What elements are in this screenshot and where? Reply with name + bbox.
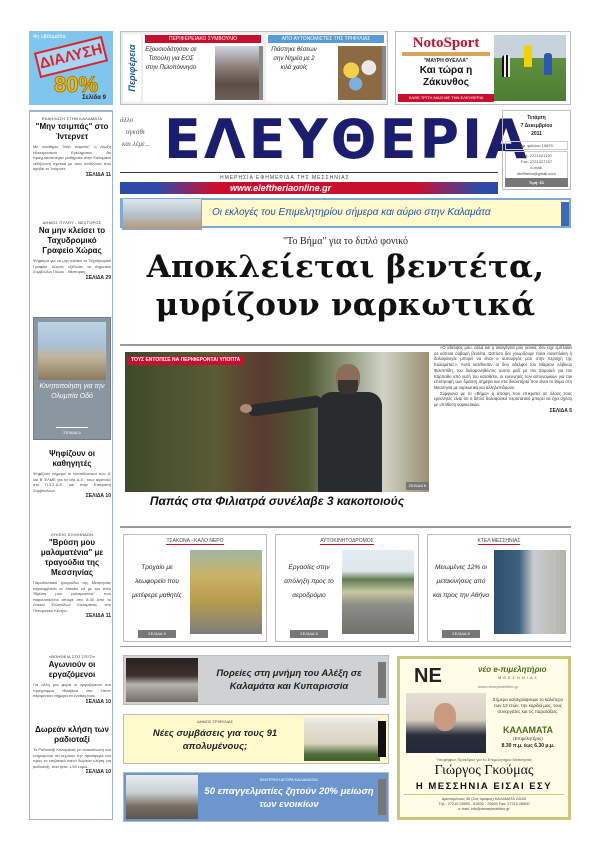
ad-city: ΚΑΛΑΜΑΤΑ — [502, 725, 554, 735]
left-column — [29, 110, 113, 820]
ad-stamp: ΔΙΑΛΥΣΗ — [34, 36, 108, 78]
contact-info: Τηλ. 2721021120 Fax: 2721027707 e-mail: eleftheria@gmail.com — [505, 151, 568, 179]
page-tab — [382, 46, 386, 100]
left-story[interactable]: Δωρεάν κλήση των ραδιοταξί Το Ραδιοταξί Καλαμάτας με ανακοίνωσή του ενημερώνει ότι ισχύουν την προσφορά του προς το επιβατικό κοινό δωρεάν κλήση για ραδιοταξί, που ήταν 1,50 ευρώ. ΣΕΛΙΔΑ 10 — [33, 725, 111, 775]
lead-story-text: «Ο αδελφός μου, αλλά και η οικογένειά μου γενικά, δεν είχε εμπλακεί σε κάποια σοβαρή βεντέτα. Ωστόσο δεν γνωρίζουμε ποιοι συνεπλάκη ή δολοφόνησε μπορεί να είναι ο αυτουργός μου στην περιοχή της Καλαμάτας». Αυτά κατέθεσαν οι δύο αδελφοί του Μάρκου Αλβίνου Φιλιππίδη, του δολοφονηθέντος αυτού μαζί με τον Σαμούελ για τον Κάρπαθο από αυτή του καταθέτει, οι ερευνητές των αστυνομικών για την επιστροφή των δράστη σήμερα και στα δικαστήρια που είναι το θύμα στη Μεσσηνία με ναρκωτικά και αλληλεπιδρούν. Σύμφωνα με το «Βήμα» η άποψη που επικρατεί σε όλους τους ερευνητές είναι ότι ο διπλό δολοφονικό περιστατικό μπορεί να έχει σχέση με υπόθεση ναρκωτικών. ΣΕΛΙΔΑ 5 — [434, 345, 572, 414]
promo-photo — [215, 46, 259, 100]
lead-photo[interactable] — [125, 352, 429, 492]
box-text: Μειωμένες 12% οι μετακινήσεις από και προς την Αθήνα — [432, 564, 490, 599]
left-story[interactable]: «ΒΟΗΘΕΙΑ ΣΤΟ ΣΠΙΤΙ» Αγωνιούν οι εργαζόμενοι Για άλλη μια φορά οι εργαζόμενοι στο πρόγραμμα «Βοήθεια στο Σπίτι» περιμένουν σήμερα τα ενοίκια τους. ΣΕΛΙΔΑ 10 — [33, 654, 111, 705]
masthead-slogan: άλλο αγκάθι και λέμε... — [120, 116, 151, 148]
box-page: ΣΕΛΙΔΑ 8 — [442, 630, 480, 638]
divider — [120, 172, 498, 173]
candidate-photo — [406, 693, 486, 753]
ad-blurb: Σήμερα καταγράφουμε το καλύτερο των 13 ετών, την καρδιά μας, τους συνεργάτες και τις παρατάξεις. — [492, 697, 564, 714]
box-page: ΣΕΛΙΔΑ 9 — [138, 630, 176, 638]
lead-photo-caption: Παπάς στα Φιλιατρά συνέλαβε 3 κακοποιούς — [149, 494, 405, 508]
left-story[interactable]: ΔΗΜΟΣ ΠΥΛΟΥ - ΝΕΣΤΟΡΟΣ Να μην κλείσει το Ταχυδρομικό Γραφείο Χώρας Ψήφισμα για να μην κλείσει το Ταχυδρομικό Γραφείο Χώρας εξέδωσε το Δημοτικό Συμβούλιο Πύλου - Νέστορος. ΣΕΛΙΔΑ 29 — [33, 220, 111, 281]
notosport-promo[interactable] — [395, 31, 571, 105]
promo-arrest[interactable] — [266, 34, 386, 102]
left-photo-story[interactable] — [33, 317, 111, 440]
bottom-story[interactable] — [123, 772, 389, 822]
candidate-role: Υποψήφιος Πρόεδρος για το Επιμελητήριο Μεσσηνίας — [436, 757, 532, 762]
page-tab — [378, 779, 386, 815]
box-header: ΑΥΤΟΚΙΝΗΤΟΔΡΟΜΟΣ — [320, 538, 374, 544]
elections-banner[interactable] — [120, 198, 571, 228]
march-photo — [126, 658, 198, 702]
ad-dialysi-sale[interactable] — [29, 31, 113, 105]
ad-time: 8.30 π.μ. έως 6.30 μ.μ. — [501, 743, 555, 749]
ad-sub: ΜΕΣΣΗΝΙΑΣ — [498, 675, 539, 680]
issue-number: Αρ. φύλλου 10879 — [505, 141, 568, 150]
promo-text: Εξουσιοδότησαν σε Τατούλη για ΕΟΣ στην Πελοπόννησο — [145, 47, 197, 71]
bus-station-photo — [494, 550, 566, 634]
region-promo-strip — [120, 31, 388, 105]
box-text: Τροχαίο με λεωφορείο που μετέφερε μαθητές — [132, 564, 182, 599]
divider — [120, 646, 571, 647]
notosport-footer: ΚΑΘΕ ΤΡΙΤΗ ΜΑΖΙ ΜΕ ΤΗΝ ΕΛΕΥΘΕΡΙΑ — [398, 94, 494, 102]
ad-venue: (Επιμελητήριο) — [513, 736, 543, 741]
promo-photo — [338, 46, 382, 100]
road-photo — [38, 322, 106, 380]
bottom-story[interactable] — [123, 655, 389, 705]
photo-page: ΣΕΛΙΔΑ 9 — [406, 482, 429, 490]
issue-price: Τιμή: €1 — [505, 178, 568, 187]
ad-website[interactable]: www.neoepimelitirio.gr — [478, 684, 519, 689]
box-header: ΤΣΑΚΩΝΑ - ΚΑΛΟ ΝΕΡΟ — [166, 538, 224, 544]
issue-info — [502, 110, 571, 190]
box-header: ΚΤΕΛ ΜΕΣΣΗΝΙΑΣ — [477, 538, 521, 544]
section-label: Περιφέρεια — [123, 34, 141, 102]
page-tab — [259, 46, 263, 100]
notosport-title: Και τώρα η Ζάκυνθος — [419, 65, 473, 88]
football-photo — [494, 35, 566, 101]
story-kicker: ΔΗΜΟΣ ΤΡΙΦΥΛΙΑΣ — [196, 719, 234, 724]
road-photo — [342, 550, 414, 634]
ad-page: Σελίδα 9 — [82, 95, 106, 101]
photo-label: ΤΟΥΣ ΕΝΤΟΠΙΣΕ ΝΑ ΠΕΡΙΦΕΡΟΝΤΑΙ ΥΠΟΠΤΑ — [127, 356, 244, 365]
ne-logo: ΝΕ — [414, 665, 442, 687]
ad-brand: νέο e-πιμελητήριο — [478, 665, 547, 674]
divider — [402, 52, 490, 56]
photo-page: ΣΕΛΙΔΑ 5 — [56, 427, 88, 435]
story-text: 50 επαγγελματίες ζητούν 20% μείωση των ενοικίων — [204, 786, 374, 810]
notosport-kicker: "ΜΑΥΡΗ ΘΥΕΛΛΑ" — [423, 58, 469, 64]
story-text: Πορείες στη μνήμη του Αλέξη σε Καλαμάτα και Κυπαρισσία — [216, 668, 362, 692]
notosport-logo: NotoSport — [412, 35, 480, 51]
priest-figure — [310, 364, 390, 492]
lead-kicker: "Το Βήμα" για το διπλό φονικό — [282, 236, 409, 247]
story-kicker: ΚΕΝΤΡΙΚΗ ΑΓΟΡΑ ΚΑΛΑΜΑΤΑΣ — [259, 777, 319, 782]
candidate-name: Γιώργος Γκούμας — [434, 763, 534, 778]
ad-neo-epimelitirio[interactable] — [397, 656, 571, 820]
page-tab — [561, 202, 569, 226]
left-story[interactable]: Ψηφίζουν οι καθηγητές Ψηφίζουν σήμερα οι εκπαιδευτικοί των Α' και Β' ΕΛΜΕ για τα νέα Δ.Σ., τους αιρετούς στο Π.Υ.Σ.Δ.Ε. και στην Επιτροπή Συμβουλίων. ΣΕΛΙΔΑ 10 — [33, 449, 111, 499]
box-page: ΣΕΛΙΔΑ 5 — [290, 630, 328, 638]
left-story[interactable]: ΕΚΔΗΛΩΣΗ ΣΤΗΝ ΚΑΛΑΜΑΤΑ "Μην τσιμπάς" στο Ίντερνετ Με σύνθημα "Μην τσιμπάς" η Δίωξη Ηλεκτρονικού Εγκλήματος θα πραγματοποιήσει μαθήματα στην Καλαμάτα εκδήλωση σχετικά με τους κινδύνους που κρύβει το Ίντερνετ. ΣΕΛΙΔΑ 11 — [33, 116, 111, 178]
website-link[interactable]: www.eleftheriaonline.gr — [120, 182, 498, 194]
lead-headline[interactable]: Αποκλείεται βεντέτα, μυρίζουν ναρκωτικά — [146, 249, 545, 323]
masthead — [120, 108, 530, 193]
bus-photo — [190, 550, 262, 634]
bottom-story[interactable] — [123, 714, 389, 764]
building-photo — [122, 198, 202, 230]
page-tab — [378, 721, 386, 757]
divider — [120, 526, 571, 528]
masthead-subtitle: ΗΜΕΡΗΣΙΑ ΕΦΗΜΕΡΙΔΑ ΤΗΣ ΜΕΣΣΗΝΙΑΣ — [220, 175, 350, 181]
ad-tag: 4η εβδομάδα — [33, 34, 66, 40]
market-photo — [126, 775, 198, 819]
box-text: Εργασίες στην απόληξη προς το αεροδρόμιο — [284, 564, 334, 599]
photo-caption: Κινητοποίηση για την Ολυμπία Οδό — [39, 383, 105, 400]
ad-discount: 80% — [54, 72, 99, 97]
issue-date: Τετάρτη 7 Δεκεμβρίου 2011 — [520, 115, 553, 137]
building-photo — [304, 717, 380, 761]
promo-header: ΠΕΡΙΦΕΡΕΙΑΚΟ ΣΥΜΒΟΥΛΙΟ — [145, 35, 261, 43]
newspaper-logo: ΕΛΕΥΘΕΡΙΑ — [164, 108, 530, 171]
story-text: Νέες συμβάσεις για τους 91 απολυμένους; — [152, 728, 278, 752]
story-box[interactable] — [123, 534, 267, 642]
ad-address: Αριστομένους 36 (2ος όροφος) ΚΑΛΑΜΑΤΑ 24100 Τηλ.: 27210 28900 - 62832 - 29593 Fax: 27210 28900 e-mail: info@neoepimelitirio.gr — [404, 794, 564, 812]
story-box[interactable] — [427, 534, 571, 642]
story-box[interactable] — [275, 534, 419, 642]
page-tab — [378, 662, 386, 698]
promo-regional-council[interactable] — [143, 34, 263, 102]
banner-text: Οι εκλογές του Επιμελητηρίου σήμερα και αύριο στην Καλαμάτα — [212, 207, 491, 218]
promo-header: ΑΠΟ ΑΥΤΟΝΟΜΙΣΤΕΣ ΤΗΣ ΤΡΙΦΥΛΙΑΣ — [268, 35, 384, 43]
ad-slogan: Η ΜΕΣΣΗΝΙΑ ΕΙΣΑΙ ΕΣΥ — [415, 781, 553, 792]
left-story[interactable]: ΛΥΚΕΙΟ ΕΛΛΗΝΙΔΩΝ "Βρύση μου μαλαματένια" με τραγούδια της Μεσσηνίας Παραδοσιακό τραγούδια της Μεσσηνίας περιλαμβάνει το δισκάκι cd με τον τίτλο "Βρύση μου μαλαματένια" που παρουσιάζεται απόψε στις 8.30 από το Λύκειο Ελληνίδων Καλαμάτας, στο Πνευματικό Κέντρο. ΣΕΛΙΔΑ 11 — [33, 532, 111, 619]
promo-text: Πιάστηκε θέσεων σην Νημέα με 2 κιλά χασίς — [271, 47, 317, 71]
